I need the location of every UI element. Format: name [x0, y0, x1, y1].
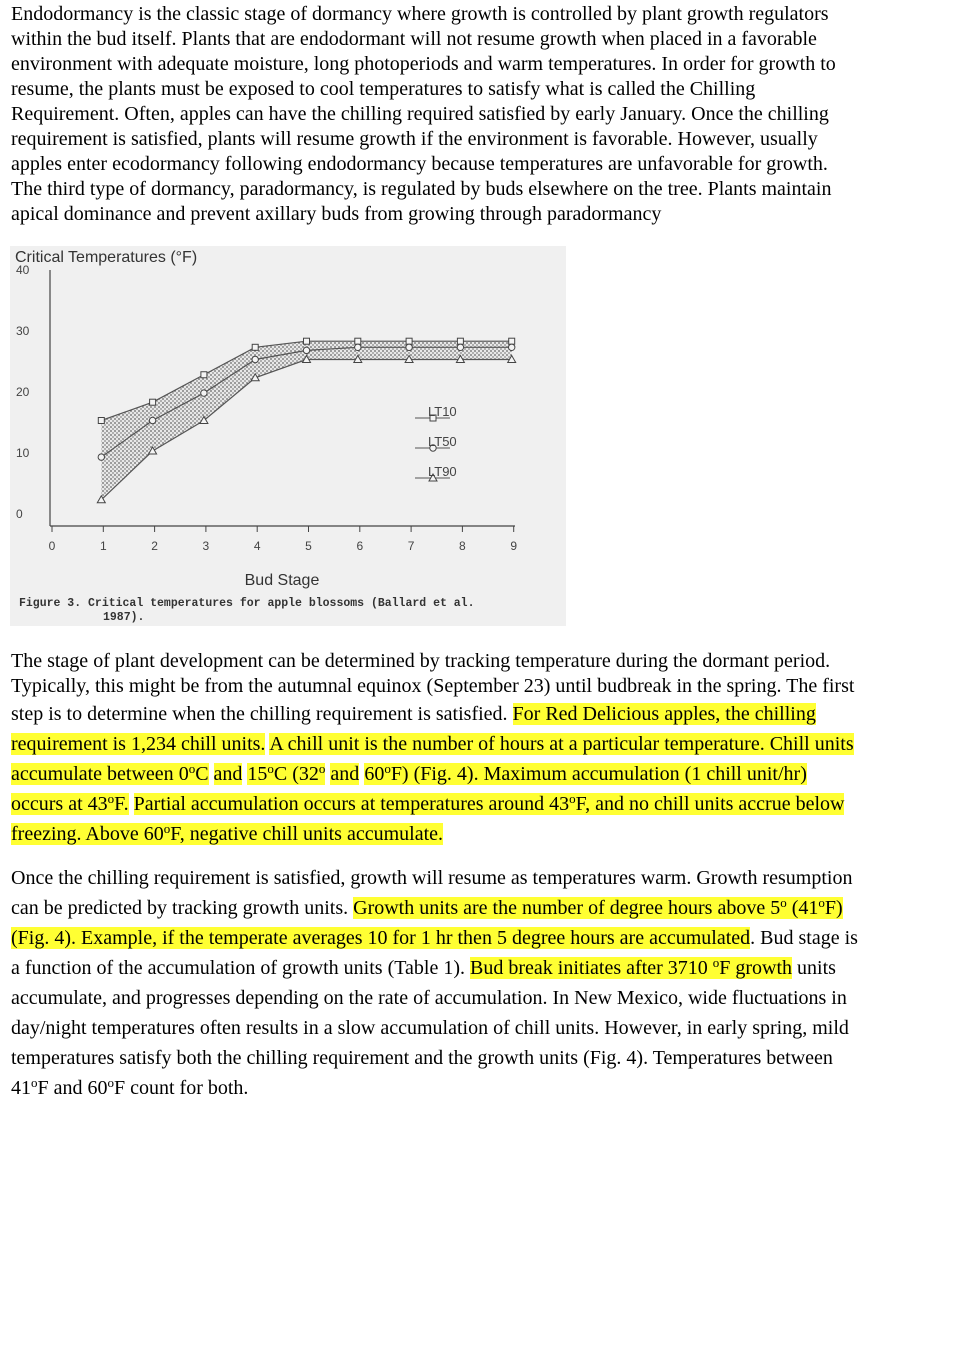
x-tick-label: 3 [202, 539, 210, 553]
highlighted-text: 0$^o$C [178, 761, 209, 785]
text-line [11, 699, 961, 729]
highlighted-text: requirement is 1,234 chill units. [11, 733, 266, 755]
paragraph-chilling-requirement [11, 649, 961, 849]
marker-lt50 [252, 356, 258, 362]
highlighted-text: A chill unit is the number of hours at a particular temperature. Chill units [269, 733, 854, 755]
highlighted-text: occurs at 43$^o$F. [11, 791, 129, 815]
legend-label-lt90: LT90 [428, 464, 457, 479]
legend-label-lt10: LT10 [428, 404, 457, 419]
highlighted-text: and [213, 763, 243, 785]
highlighted-text: 15$^o$C (32$^o$ [247, 761, 326, 785]
x-tick-label: 5 [305, 539, 312, 553]
x-tick-label: 6 [356, 539, 364, 553]
text-line: environment with adequate moisture, long photoperiods and warm temperatures. In order for growth to [11, 53, 836, 75]
text-line: Requirement. Often, apples can have the chilling required satisfied by early January. Once the chilling [11, 103, 829, 125]
marker-lt10 [150, 399, 156, 405]
y-axis-ticks [16, 263, 30, 521]
text-line: apical dominance and prevent axillary buds from growing through paradormancy [11, 203, 662, 225]
marker-lt10 [355, 338, 361, 344]
marker-lt50 [303, 347, 309, 353]
x-tick-label: 9 [510, 539, 518, 553]
x-tick-label: 2 [151, 539, 158, 553]
plain-text: can be predicted by tracking growth units. [11, 897, 354, 919]
x-tick-label: 4 [253, 539, 261, 553]
plain-text: units [792, 957, 836, 979]
chart-legend [415, 404, 457, 481]
highlighted-text: Partial accumulation occurs at temperatures around 43$^o$F, and no chill units accrue below [133, 791, 845, 815]
highlighted-text: 60$^o$F) (Fig. 4). Maximum accumulation (1 chill unit/hr) [364, 761, 807, 785]
text-line: resume, the plants must be exposed to cool temperatures to satisfy what is called the Chilling [11, 78, 756, 100]
y-tick-label: 10 [16, 446, 30, 460]
marker-lt50 [149, 417, 155, 423]
highlighted-text: freezing. Above 60$^o$F, negative chill units accumulate. [11, 821, 443, 845]
plain-text: . Bud stage is [750, 927, 858, 949]
text-line: accumulate, and progresses depending on the rate of accumulation. In New Mexico, wide fluctuations in [11, 987, 847, 1009]
text-line: apples enter ecodormancy following endodormancy because temperatures are unfavorable for growth. [11, 153, 828, 175]
x-tick-label: 0 [48, 539, 56, 553]
highlighted-text: accumulate between [11, 763, 179, 785]
marker-lt10 [252, 344, 258, 350]
text-line: Once the chilling requirement is satisfied, growth will resume as temperatures warm. Growth resumption [11, 867, 853, 889]
text-line [11, 759, 961, 789]
marker-lt10 [509, 338, 515, 344]
highlighted-text: Bud break initiates after 3710 $^o$F growth [470, 955, 793, 979]
text-line: The third type of dormancy, paradormancy, is regulated by buds elsewhere on the tree. Plants maintain [11, 178, 832, 200]
paragraph-dormancy-types [11, 2, 961, 227]
marker-lt50 [406, 344, 412, 350]
text-line [11, 893, 961, 923]
text-line: Endodormancy is the classic stage of dormancy where growth is controlled by plant growth regulators [11, 3, 829, 25]
marker-lt10 [406, 338, 412, 344]
x-axis-ticks [49, 526, 518, 553]
marker-lt50 [201, 390, 207, 396]
y-tick-label: 40 [16, 263, 30, 277]
highlighted-text: (Fig. 4). Example, if the temperate averages 10 for 1 hr then 5 degree hours are accumulated [11, 927, 751, 949]
y-tick-label: 30 [16, 324, 30, 338]
plain-text: a function of the accumulation of growth units (Table 1). [11, 957, 471, 979]
text-line [11, 819, 961, 849]
figure-critical-temperatures [10, 246, 566, 626]
highlighted-text: For Red Delicious apples, the chilling [512, 703, 816, 725]
y-tick-label: 0 [16, 507, 23, 521]
marker-lt10 [98, 418, 104, 424]
text-line: 41$^o$F and 60$^o$F count for both. [11, 1075, 249, 1099]
y-tick-label: 20 [16, 385, 30, 399]
text-line [11, 789, 961, 819]
marker-lt10 [201, 372, 207, 378]
chart-title: Critical Temperatures (°F) [15, 249, 198, 266]
plain-text: step is to determine when the chilling requirement is satisfied. [11, 703, 513, 725]
marker-lt50 [457, 344, 463, 350]
paragraph-growth-units [11, 863, 961, 1103]
marker-lt50 [355, 344, 361, 350]
x-tick-label: 8 [459, 539, 466, 553]
text-line: day/night temperatures often results in a slow accumulation of chill units. However, in early spring, mild [11, 1017, 849, 1039]
text-line [11, 923, 961, 953]
text-line: The stage of plant development can be determined by tracking temperature during the dormant period. [11, 650, 831, 672]
highlighted-text: Growth units are the number of degree hours above 5$^o$ (41$^o$F) [353, 895, 843, 919]
text-line [11, 953, 961, 983]
marker-lt10 [304, 338, 310, 344]
x-axis-label: Bud Stage [244, 572, 320, 589]
marker-lt10 [457, 338, 463, 344]
text-line: temperatures satisfy both the chilling requirement and the growth units (Fig. 4). Temperatures between [11, 1047, 833, 1069]
text-line: requirement is satisfied, plants will resume growth if the environment is favorable. However, usually [11, 128, 818, 150]
x-tick-label: 1 [99, 539, 107, 553]
critical-temperatures-chart [10, 246, 566, 626]
legend-label-lt50: LT50 [428, 434, 457, 449]
text-line [11, 729, 961, 759]
x-tick-label: 7 [407, 539, 415, 553]
highlighted-text: and [330, 763, 360, 785]
marker-lt50 [509, 344, 515, 350]
marker-lt50 [98, 454, 104, 460]
text-line: Typically, this might be from the autumnal equinox (September 23) until budbreak in the spring. The first [11, 675, 855, 697]
text-line: within the bud itself. Plants that are endodormant will not resume growth when placed in a favorable [11, 28, 817, 50]
figure-caption-line2: 1987). [103, 611, 145, 624]
figure-caption-line1: Figure 3. Critical temperatures for apple blossoms (Ballard et al. [19, 597, 475, 610]
